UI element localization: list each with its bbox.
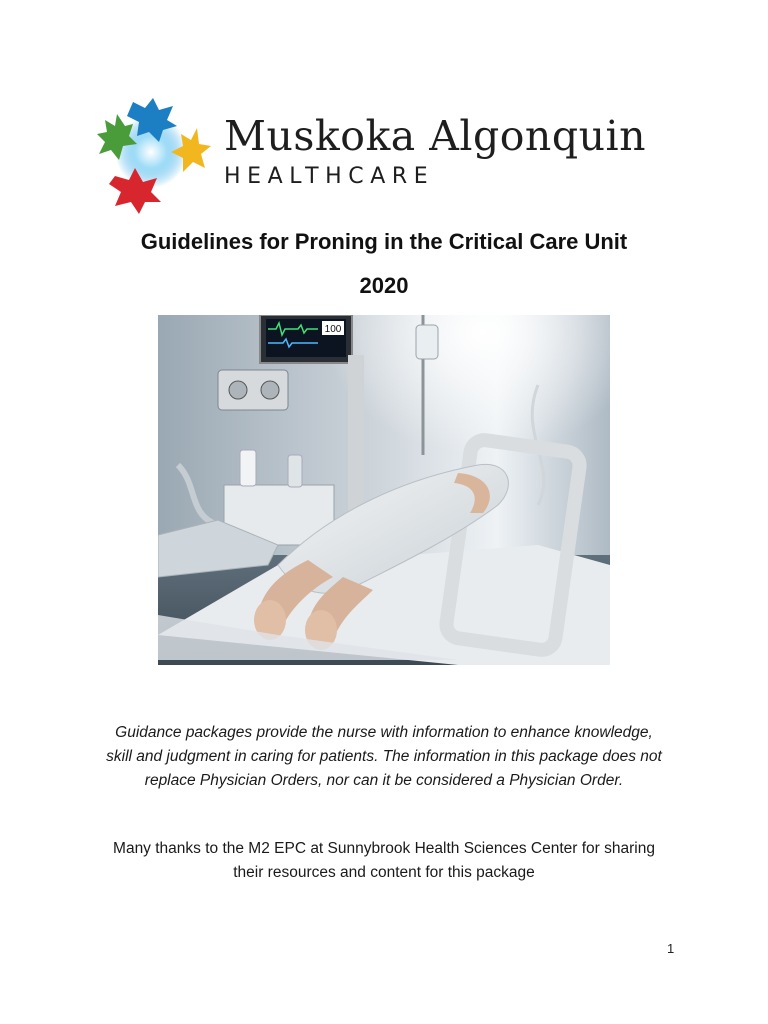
guidance-line: skill and judgment in caring for patients. The information in this package does not bbox=[106, 748, 662, 765]
acknowledgement-line: their resources and content for this package bbox=[233, 864, 535, 881]
icu-patient-photo bbox=[158, 315, 610, 665]
logo-wordmark-line2: HEALTHCARE bbox=[224, 164, 435, 189]
logo-wordmark-line1: Muskoka Algonquin bbox=[224, 112, 647, 160]
acknowledgement bbox=[60, 837, 708, 885]
guidance-disclaimer bbox=[60, 721, 708, 793]
guidance-line: replace Physician Orders, nor can it be considered a Physician Order. bbox=[144, 772, 624, 789]
monitor-reading: 100 bbox=[324, 324, 342, 335]
acknowledgement-line: Many thanks to the M2 EPC at Sunnybrook Health Sciences Center for sharing bbox=[113, 840, 655, 857]
document-title: Guidelines for Proning in the Critical Care Unit bbox=[140, 229, 628, 254]
logo-star-icon bbox=[93, 94, 223, 216]
guidance-line: Guidance packages provide the nurse with information to enhance knowledge, bbox=[115, 724, 653, 741]
document-year: 2020 bbox=[359, 273, 409, 298]
page-number: 1 bbox=[667, 941, 675, 956]
